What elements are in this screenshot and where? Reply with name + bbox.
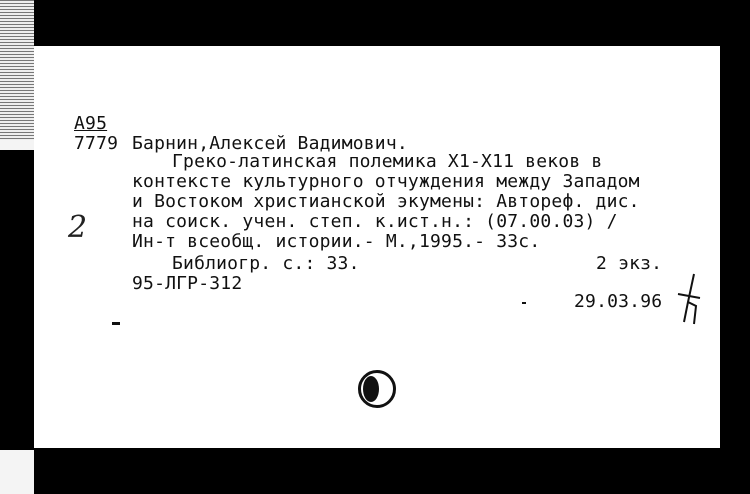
handwritten-initial bbox=[674, 272, 704, 328]
title-line-5: Ин-т всеобщ. истории.- М.,1995.- 33с. bbox=[132, 231, 541, 252]
date: 29.03.96 bbox=[574, 291, 663, 312]
speck bbox=[522, 302, 526, 304]
card-punch-hole bbox=[358, 370, 396, 408]
scan-edge-shadow bbox=[0, 150, 34, 450]
shelf-mark: A95 bbox=[74, 113, 108, 134]
catalog-code: 95-ЛГР-312 bbox=[132, 273, 243, 294]
bibliography: Библиогр. с.: 33. bbox=[172, 253, 360, 274]
copies: 2 экз. bbox=[596, 253, 663, 274]
title-line-2: контексте культурного отчуждения между Западом bbox=[132, 171, 640, 192]
title-line-4: на соиск. учен. степ. к.ист.н.: (07.00.03) / bbox=[132, 211, 618, 232]
title-line-1: Греко-латинская полемика X1-X11 веков в bbox=[172, 151, 603, 172]
title-line-3: и Востоком христианской экумены: Автореф. дис. bbox=[132, 191, 640, 212]
scan-edge bbox=[0, 0, 34, 494]
handwritten-mark: 2 bbox=[68, 210, 88, 245]
author: Барнин,Алексей Вадимович. bbox=[132, 133, 408, 154]
card-number: 7779 bbox=[74, 133, 119, 154]
catalog-card bbox=[34, 46, 720, 448]
scan-edge-lines bbox=[0, 0, 34, 140]
speck bbox=[112, 322, 120, 325]
